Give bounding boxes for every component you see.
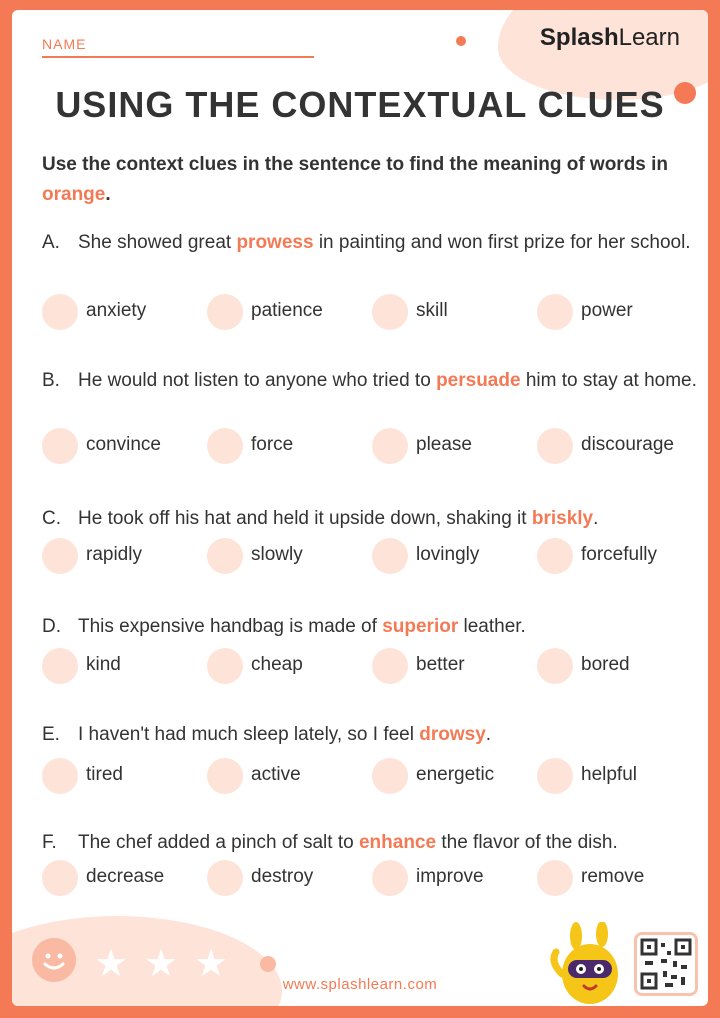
option-a-1[interactable]: anxiety xyxy=(42,292,202,332)
footer-url[interactable]: www.splashlearn.com xyxy=(282,976,438,993)
option-c-4[interactable]: forcefully xyxy=(537,536,697,576)
answer-bubble[interactable] xyxy=(42,538,78,574)
option-f-4[interactable]: remove xyxy=(537,858,697,898)
target-word: superior xyxy=(382,616,459,637)
answer-bubble[interactable] xyxy=(42,428,78,464)
answer-bubble[interactable] xyxy=(207,860,243,896)
option-d-1[interactable]: kind xyxy=(42,646,202,686)
options-e xyxy=(42,756,702,796)
option-d-4[interactable]: bored xyxy=(537,646,697,686)
target-word: enhance xyxy=(358,832,437,853)
name-label: NAME xyxy=(42,36,87,52)
option-d-2[interactable]: cheap xyxy=(207,646,367,686)
target-word: drowsy xyxy=(419,724,486,745)
star-icon: ★ xyxy=(94,943,129,985)
answer-bubble[interactable] xyxy=(537,860,573,896)
options-c xyxy=(42,536,702,576)
option-f-1[interactable]: decrease xyxy=(42,858,202,898)
qr-code[interactable] xyxy=(634,932,698,996)
answer-bubble[interactable] xyxy=(537,294,573,330)
answer-bubble[interactable] xyxy=(537,428,573,464)
decor-dot xyxy=(456,36,466,46)
option-e-3[interactable]: energetic xyxy=(372,756,532,796)
option-c-3[interactable]: lovingly xyxy=(372,536,532,576)
option-b-1[interactable]: convince xyxy=(42,426,202,466)
option-b-4[interactable]: discourage xyxy=(537,426,697,466)
option-a-4[interactable]: power xyxy=(537,292,697,332)
option-f-2[interactable]: destroy xyxy=(207,858,367,898)
question-f: F. The chef added a pinch of salt to enhance the flavor of the dish. xyxy=(42,832,618,853)
option-b-3[interactable]: please xyxy=(372,426,532,466)
answer-bubble[interactable] xyxy=(372,538,408,574)
answer-bubble[interactable] xyxy=(42,294,78,330)
answer-bubble[interactable] xyxy=(372,294,408,330)
question-a: A. She showed great prowess in painting and won first prize for her school. xyxy=(42,232,691,253)
answer-bubble[interactable] xyxy=(207,758,243,794)
target-word: briskly xyxy=(531,508,594,529)
answer-bubble[interactable] xyxy=(537,538,573,574)
answer-bubble[interactable] xyxy=(207,428,243,464)
target-word: persuade xyxy=(436,370,521,391)
option-d-3[interactable]: better xyxy=(372,646,532,686)
answer-bubble[interactable] xyxy=(207,294,243,330)
star-icon: ★ xyxy=(194,943,229,985)
answer-bubble[interactable] xyxy=(372,860,408,896)
options-b xyxy=(42,426,702,466)
target-word: prowess xyxy=(236,232,314,253)
mascot-icon xyxy=(548,922,632,1006)
option-a-2[interactable]: patience xyxy=(207,292,367,332)
option-a-3[interactable]: skill xyxy=(372,292,532,332)
option-c-2[interactable]: slowly xyxy=(207,536,367,576)
option-e-2[interactable]: active xyxy=(207,756,367,796)
options-d xyxy=(42,646,702,686)
decor-dot xyxy=(260,956,276,972)
options-f xyxy=(42,858,702,898)
answer-bubble[interactable] xyxy=(372,648,408,684)
worksheet-title: USING THE CONTEXTUAL CLUES xyxy=(55,84,665,125)
answer-bubble[interactable] xyxy=(207,538,243,574)
name-line[interactable] xyxy=(42,56,314,58)
answer-bubble[interactable] xyxy=(42,758,78,794)
answer-bubble[interactable] xyxy=(537,648,573,684)
question-d: D. This expensive handbag is made of superior leather. xyxy=(42,616,526,637)
option-b-2[interactable]: force xyxy=(207,426,367,466)
splashlearn-logo: SplashLearn xyxy=(539,24,680,51)
star-icon: ★ xyxy=(144,943,179,985)
answer-bubble[interactable] xyxy=(42,648,78,684)
answer-bubble[interactable] xyxy=(537,758,573,794)
option-e-4[interactable]: helpful xyxy=(537,756,697,796)
answer-bubble[interactable] xyxy=(372,758,408,794)
answer-bubble[interactable] xyxy=(42,860,78,896)
option-c-1[interactable]: rapidly xyxy=(42,536,202,576)
answer-bubble[interactable] xyxy=(207,648,243,684)
question-b: B. He would not listen to anyone who tried to persuade him to stay at home. xyxy=(42,370,697,391)
option-f-3[interactable]: improve xyxy=(372,858,532,898)
option-e-1[interactable]: tired xyxy=(42,756,202,796)
question-c: C. He took off his hat and held it upside down, shaking it briskly. xyxy=(42,508,599,529)
options-a xyxy=(42,292,702,332)
answer-bubble[interactable] xyxy=(372,428,408,464)
worksheet xyxy=(12,10,708,1006)
question-e: E. I haven't had much sleep lately, so I feel drowsy. xyxy=(42,724,492,745)
instructions: Use the context clues in the sentence to find the meaning of words in orange. xyxy=(42,154,669,205)
